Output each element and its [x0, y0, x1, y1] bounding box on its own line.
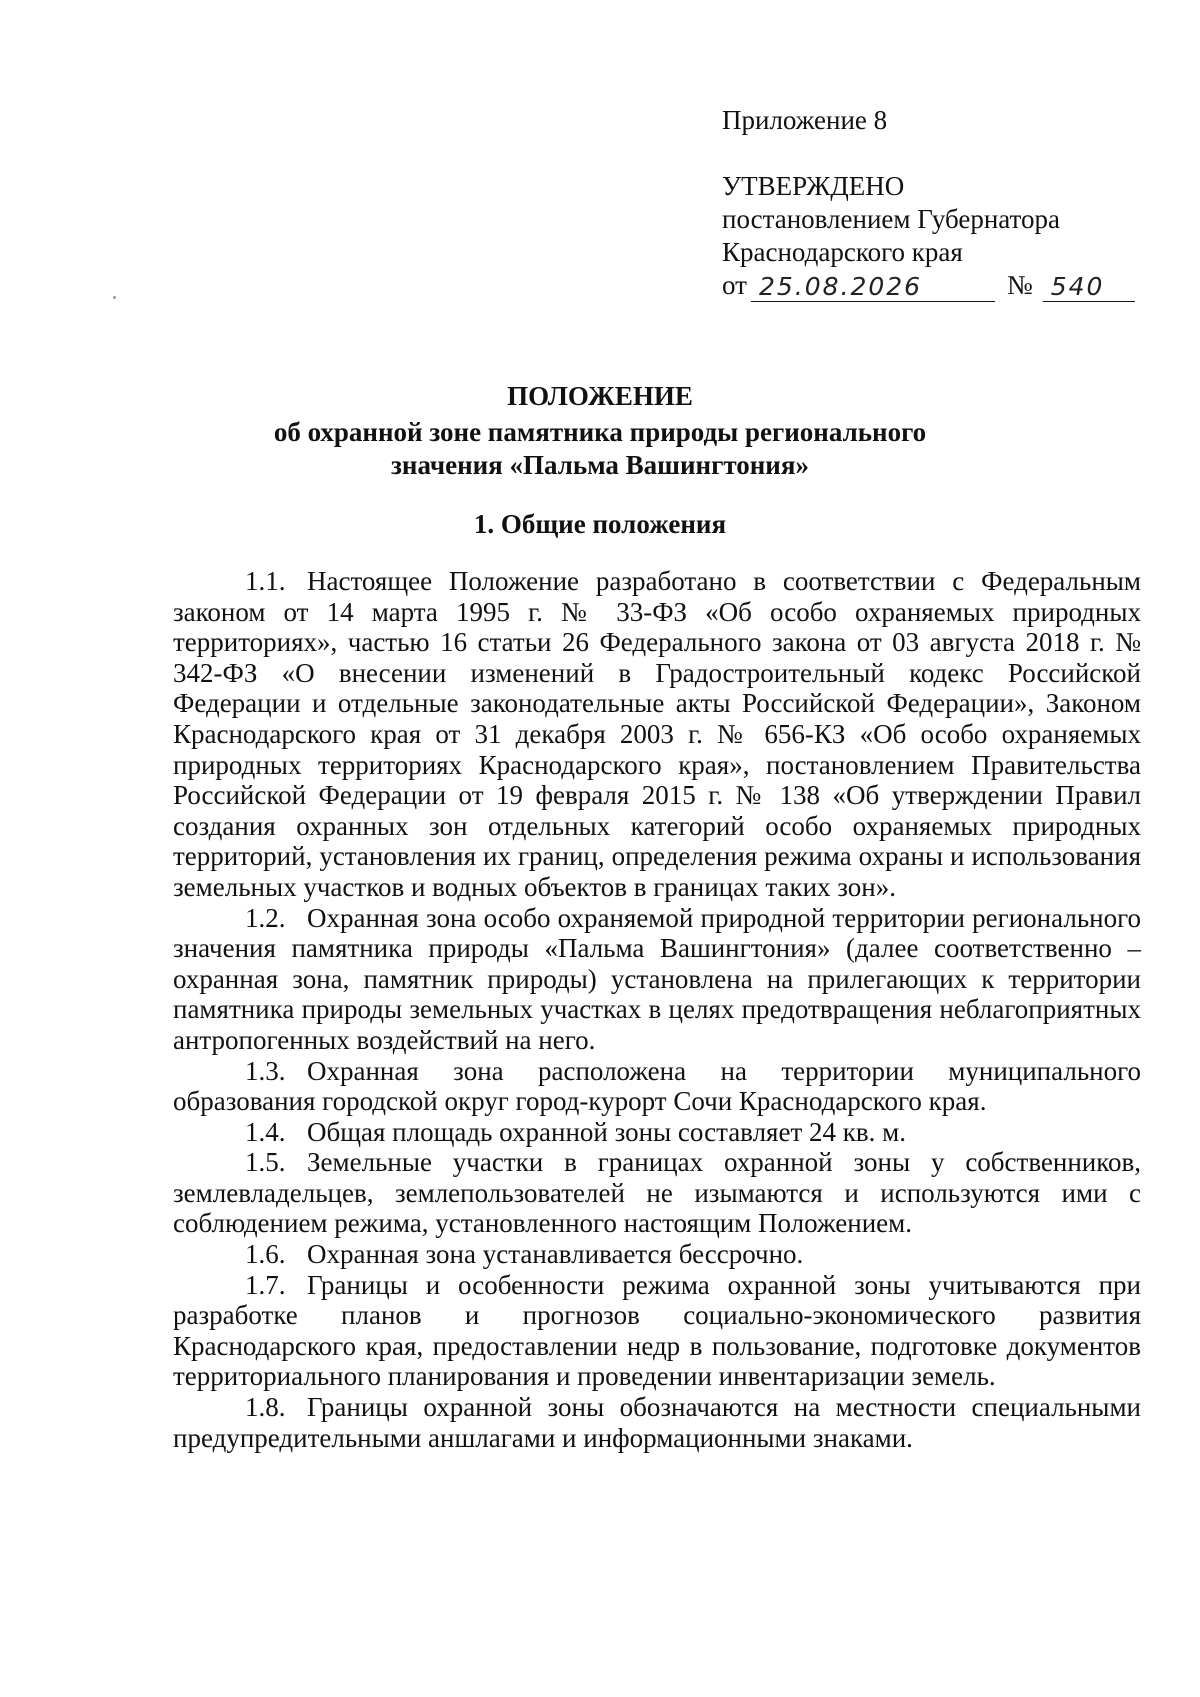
paragraph-text: Земельные участки в границах охранной зоны у собственников, землевладельцев, землепользователей не изымаются и используются ими с соблюдением режима, установленного настоящим Положением. — [173, 1147, 1141, 1239]
paragraph-number: 1.5. — [245, 1147, 286, 1178]
paragraph — [173, 1392, 1141, 1453]
scan-speck — [113, 296, 116, 299]
document-title — [0, 380, 1200, 482]
paragraph-text: Охранная зона особо охраняемой природной территории регионального значения памятника природы «Пальма Вашингтония» (далее соответственно – охранная зона, памятник природы) установлена на прилегающих к территории памятника природы земельных участках в целях предотвращения неблагоприятных антропогенных воздействий на него. — [173, 902, 1141, 1055]
paragraph-number: 1.2. — [245, 902, 286, 933]
approved-by-line-1: постановлением Губернатора — [722, 204, 1060, 234]
from-label: от — [722, 270, 747, 300]
paragraph-number: 1.1. — [245, 566, 286, 596]
paragraph-text: Общая площадь охранной зоны составляет 24 кв. м. — [307, 1116, 906, 1147]
paragraph — [173, 1147, 1141, 1239]
title-heading: ПОЛОЖЕНИЕ — [507, 381, 693, 411]
appendix-label: Приложение 8 — [722, 105, 888, 135]
paragraph — [173, 1117, 1141, 1148]
paragraph-text: Охранная зона расположена на территории муниципального образования городской округ город-курорт Сочи Краснодарского края. — [173, 1055, 1141, 1117]
paragraph — [173, 1239, 1141, 1270]
approved-label: УТВЕРЖДЕНО — [722, 171, 905, 201]
paragraph-number: 1.3. — [245, 1055, 286, 1086]
paragraph-number: 1.7. — [245, 1269, 286, 1300]
section-heading: 1. Общие положения — [473, 509, 727, 539]
paragraph-text: Границы и особенности режима охранной зоны учитываются при разработке планов и прогнозов социально-экономического развития Краснодарского края, предоставлении недр в пользование, подготовке документов территориального планирования и проведении инвентаризации земель. — [173, 1269, 1141, 1392]
paragraph — [173, 566, 1141, 903]
paragraph — [173, 903, 1141, 1056]
paragraph-text: Границы охранной зоны обозначаются на местности специальными предупредительными аншлагами и информационными знаками. — [173, 1392, 1141, 1453]
paragraph-text: Охранная зона устанавливается бессрочно. — [307, 1239, 804, 1270]
number-sign: № — [1006, 270, 1033, 300]
date-number-row — [722, 269, 1142, 302]
paragraph-number: 1.4. — [245, 1116, 286, 1147]
handwritten-date: 25.08.2026 — [751, 273, 995, 302]
title-subtitle-line-1: об охранной зоне памятника природы регионального — [273, 417, 927, 447]
paragraph — [173, 1270, 1141, 1392]
handwritten-number: 540 — [1043, 273, 1135, 302]
paragraph-number: 1.8. — [245, 1392, 286, 1423]
document-body — [173, 566, 1141, 1453]
approved-by-line-2: Краснодарского края — [722, 237, 963, 267]
paragraph — [173, 1056, 1141, 1117]
paragraph-text: Настоящее Положение разработано в соответствии с Федеральным законом от 14 марта 1995 г. № 33-ФЗ «Об особо охраняемых природных территориях», частью 16 статьи 26 Федерального закона от 03 августа 2018 г. № 342-ФЗ «О внесении изменений в Градостроительный кодекс Российской Федерации и отдельные законодательные акты Российской Федерации», Законом Краснодарского края от 31 декабря 2003 г. № 656-КЗ «Об особо охраняемых природных территориях Краснодарского края», постановлением Правительства Российской Федерации от 19 февраля 2015 г. № 138 «Об утверждении Правил создания охранных зон отдельных категорий особо охраняемых природных территорий, установления их границ, определения режима охраны и использования земельных участков и водных объектов в границах таких зон». — [173, 566, 1141, 902]
paragraph-number: 1.6. — [245, 1239, 286, 1270]
title-subtitle-line-2: значения «Пальма Вашингтония» — [391, 450, 809, 480]
approval-block — [722, 104, 1142, 302]
